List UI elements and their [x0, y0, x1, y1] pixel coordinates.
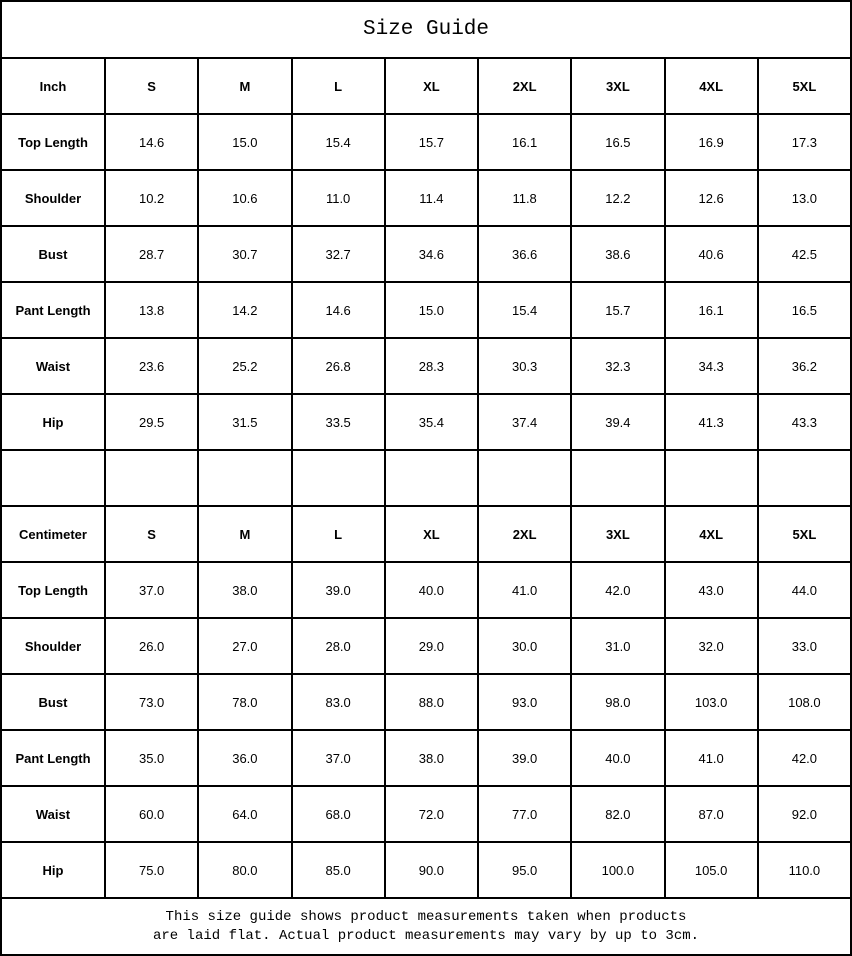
value-cell: 88.0 [385, 674, 478, 730]
value-cell: 100.0 [571, 842, 664, 898]
unit-header-row [1, 58, 851, 114]
size-header-cell: 5XL [758, 506, 851, 562]
spacer-cell [1, 450, 105, 506]
value-cell: 37.0 [105, 562, 198, 618]
measurement-row [1, 562, 851, 618]
value-cell: 28.7 [105, 226, 198, 282]
spacer-cell [105, 450, 198, 506]
value-cell: 16.9 [665, 114, 758, 170]
row-label-cell: Shoulder [1, 170, 105, 226]
row-label-cell: Top Length [1, 562, 105, 618]
footer-row [1, 898, 851, 955]
size-header-cell: M [198, 58, 291, 114]
value-cell: 11.0 [292, 170, 385, 226]
value-cell: 14.6 [105, 114, 198, 170]
value-cell: 13.0 [758, 170, 851, 226]
value-cell: 36.2 [758, 338, 851, 394]
value-cell: 11.8 [478, 170, 571, 226]
row-label-cell: Bust [1, 226, 105, 282]
row-label-cell: Pant Length [1, 730, 105, 786]
value-cell: 15.7 [385, 114, 478, 170]
value-cell: 32.7 [292, 226, 385, 282]
value-cell: 17.3 [758, 114, 851, 170]
title-row [1, 1, 851, 58]
measurement-row [1, 842, 851, 898]
value-cell: 36.0 [198, 730, 291, 786]
value-cell: 16.1 [478, 114, 571, 170]
value-cell: 82.0 [571, 786, 664, 842]
spacer-cell [198, 450, 291, 506]
spacer-cell [571, 450, 664, 506]
value-cell: 34.6 [385, 226, 478, 282]
value-cell: 41.0 [478, 562, 571, 618]
value-cell: 39.4 [571, 394, 664, 450]
value-cell: 28.0 [292, 618, 385, 674]
value-cell: 103.0 [665, 674, 758, 730]
value-cell: 12.6 [665, 170, 758, 226]
value-cell: 15.0 [385, 282, 478, 338]
value-cell: 10.6 [198, 170, 291, 226]
size-header-cell: XL [385, 506, 478, 562]
measurement-row [1, 226, 851, 282]
value-cell: 30.7 [198, 226, 291, 282]
value-cell: 32.0 [665, 618, 758, 674]
row-label-cell: Pant Length [1, 282, 105, 338]
unit-header-row [1, 506, 851, 562]
measurement-row [1, 618, 851, 674]
value-cell: 39.0 [478, 730, 571, 786]
value-cell: 44.0 [758, 562, 851, 618]
size-header-cell: XL [385, 58, 478, 114]
value-cell: 60.0 [105, 786, 198, 842]
measurement-row [1, 338, 851, 394]
row-label-cell: Top Length [1, 114, 105, 170]
value-cell: 36.6 [478, 226, 571, 282]
value-cell: 27.0 [198, 618, 291, 674]
value-cell: 37.0 [292, 730, 385, 786]
spacer-row [1, 450, 851, 506]
value-cell: 73.0 [105, 674, 198, 730]
value-cell: 40.6 [665, 226, 758, 282]
value-cell: 30.3 [478, 338, 571, 394]
size-header-cell: 3XL [571, 58, 664, 114]
value-cell: 40.0 [385, 562, 478, 618]
size-header-cell: 2XL [478, 506, 571, 562]
measurement-row [1, 170, 851, 226]
value-cell: 31.5 [198, 394, 291, 450]
size-header-cell: S [105, 506, 198, 562]
value-cell: 83.0 [292, 674, 385, 730]
value-cell: 38.6 [571, 226, 664, 282]
value-cell: 11.4 [385, 170, 478, 226]
value-cell: 31.0 [571, 618, 664, 674]
value-cell: 25.2 [198, 338, 291, 394]
value-cell: 32.3 [571, 338, 664, 394]
value-cell: 72.0 [385, 786, 478, 842]
value-cell: 33.5 [292, 394, 385, 450]
value-cell: 38.0 [198, 562, 291, 618]
page-title: Size Guide [1, 1, 851, 58]
row-label-cell: Shoulder [1, 618, 105, 674]
footer-note-line-2: are laid flat. Actual product measurements may vary by up to 3cm. [152, 927, 700, 944]
value-cell: 15.4 [478, 282, 571, 338]
spacer-cell [758, 450, 851, 506]
value-cell: 42.5 [758, 226, 851, 282]
value-cell: 13.8 [105, 282, 198, 338]
unit-label-cell: Inch [1, 58, 105, 114]
value-cell: 42.0 [758, 730, 851, 786]
value-cell: 16.1 [665, 282, 758, 338]
value-cell: 35.0 [105, 730, 198, 786]
size-header-cell: S [105, 58, 198, 114]
value-cell: 110.0 [758, 842, 851, 898]
value-cell: 33.0 [758, 618, 851, 674]
value-cell: 15.7 [571, 282, 664, 338]
footer-note [1, 898, 851, 955]
size-header-cell: 4XL [665, 58, 758, 114]
value-cell: 39.0 [292, 562, 385, 618]
row-label-cell: Hip [1, 394, 105, 450]
value-cell: 108.0 [758, 674, 851, 730]
measurement-row [1, 114, 851, 170]
value-cell: 75.0 [105, 842, 198, 898]
measurement-row [1, 674, 851, 730]
value-cell: 10.2 [105, 170, 198, 226]
measurement-row [1, 730, 851, 786]
value-cell: 14.6 [292, 282, 385, 338]
value-cell: 80.0 [198, 842, 291, 898]
size-header-cell: 4XL [665, 506, 758, 562]
size-header-cell: M [198, 506, 291, 562]
value-cell: 68.0 [292, 786, 385, 842]
value-cell: 41.3 [665, 394, 758, 450]
value-cell: 29.0 [385, 618, 478, 674]
value-cell: 29.5 [105, 394, 198, 450]
value-cell: 77.0 [478, 786, 571, 842]
value-cell: 95.0 [478, 842, 571, 898]
value-cell: 41.0 [665, 730, 758, 786]
row-label-cell: Hip [1, 842, 105, 898]
value-cell: 85.0 [292, 842, 385, 898]
value-cell: 98.0 [571, 674, 664, 730]
value-cell: 90.0 [385, 842, 478, 898]
value-cell: 26.8 [292, 338, 385, 394]
value-cell: 38.0 [385, 730, 478, 786]
value-cell: 43.3 [758, 394, 851, 450]
value-cell: 30.0 [478, 618, 571, 674]
footer-note-line-1: This size guide shows product measurements taken when products [165, 908, 687, 925]
size-header-cell: 5XL [758, 58, 851, 114]
size-header-cell: L [292, 506, 385, 562]
measurement-row [1, 786, 851, 842]
value-cell: 15.4 [292, 114, 385, 170]
value-cell: 16.5 [758, 282, 851, 338]
value-cell: 35.4 [385, 394, 478, 450]
value-cell: 34.3 [665, 338, 758, 394]
spacer-cell [478, 450, 571, 506]
value-cell: 26.0 [105, 618, 198, 674]
value-cell: 40.0 [571, 730, 664, 786]
spacer-cell [292, 450, 385, 506]
unit-label-cell: Centimeter [1, 506, 105, 562]
value-cell: 37.4 [478, 394, 571, 450]
row-label-cell: Waist [1, 338, 105, 394]
value-cell: 93.0 [478, 674, 571, 730]
value-cell: 14.2 [198, 282, 291, 338]
value-cell: 15.0 [198, 114, 291, 170]
row-label-cell: Bust [1, 674, 105, 730]
measurement-row [1, 394, 851, 450]
value-cell: 16.5 [571, 114, 664, 170]
value-cell: 23.6 [105, 338, 198, 394]
value-cell: 78.0 [198, 674, 291, 730]
value-cell: 12.2 [571, 170, 664, 226]
value-cell: 87.0 [665, 786, 758, 842]
size-header-cell: 2XL [478, 58, 571, 114]
spacer-cell [665, 450, 758, 506]
value-cell: 42.0 [571, 562, 664, 618]
size-header-cell: L [292, 58, 385, 114]
value-cell: 105.0 [665, 842, 758, 898]
value-cell: 64.0 [198, 786, 291, 842]
value-cell: 28.3 [385, 338, 478, 394]
value-cell: 43.0 [665, 562, 758, 618]
spacer-cell [385, 450, 478, 506]
size-header-cell: 3XL [571, 506, 664, 562]
row-label-cell: Waist [1, 786, 105, 842]
value-cell: 92.0 [758, 786, 851, 842]
measurement-row [1, 282, 851, 338]
